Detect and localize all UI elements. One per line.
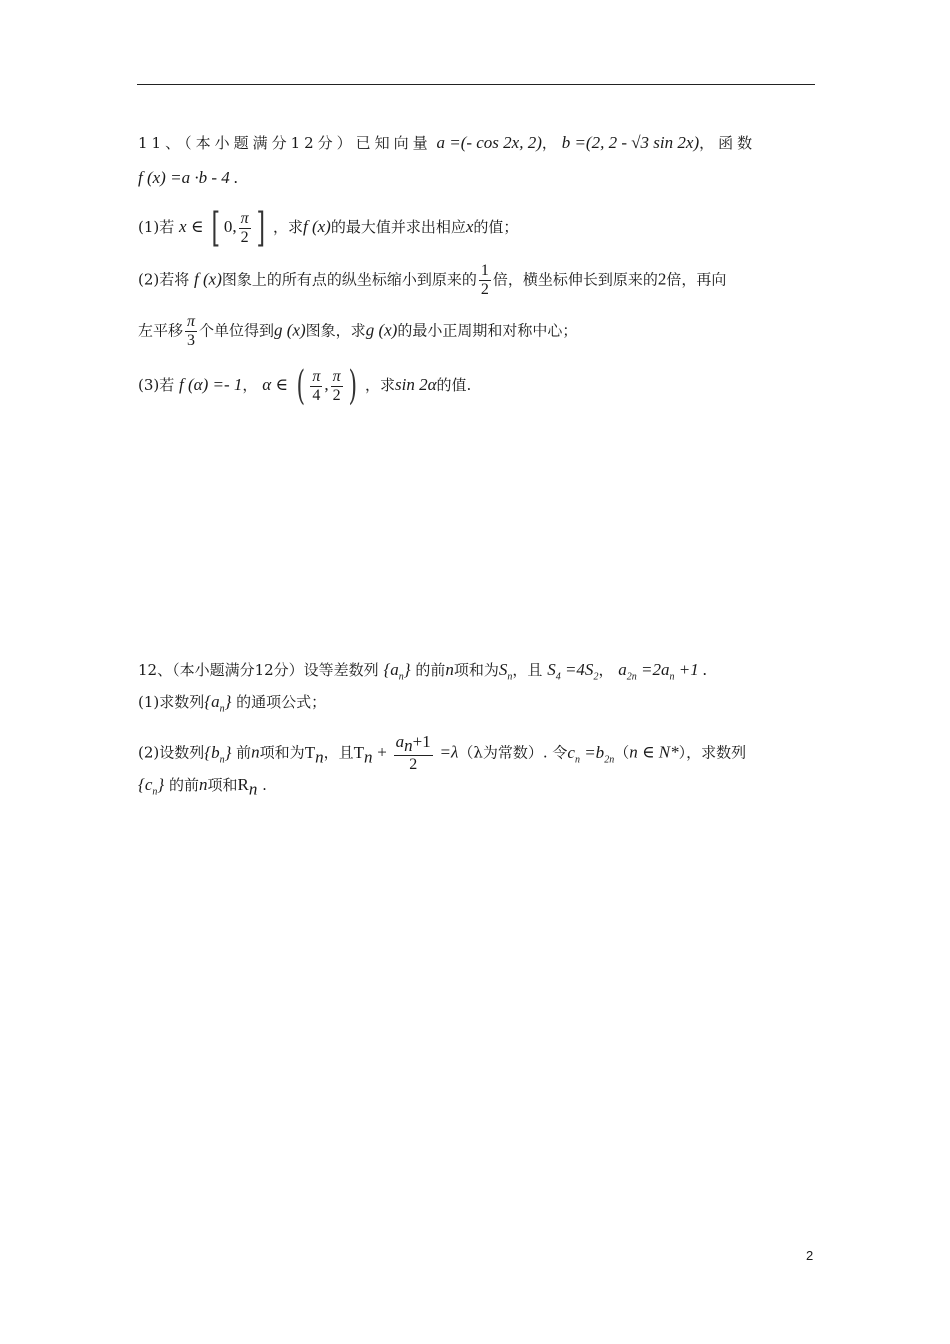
fraction-1-2 (479, 262, 491, 299)
text: ， (598, 661, 614, 679)
text: 的通项公式； (236, 693, 327, 711)
fraction-pi-4 (310, 368, 322, 405)
q12-part2-cont (138, 775, 267, 802)
q11-header: 11、（本小题满分12分）已知向量 (138, 134, 432, 152)
period: . (262, 776, 267, 794)
eq-a2n (618, 660, 708, 683)
part-label: (2)设数列 (138, 743, 205, 762)
subscript: n (315, 746, 324, 766)
part-label: (2)若将 (138, 270, 190, 289)
sin-2alpha: sin 2α (395, 375, 437, 394)
frac-num: π (187, 313, 196, 330)
paren-close: ) (348, 363, 357, 409)
symbol: T (304, 742, 316, 762)
frac-num: π (240, 209, 249, 227)
gx: g (x) (365, 320, 398, 340)
subscript: n (219, 703, 225, 715)
paren: （ (614, 743, 630, 762)
q12-part2 (138, 733, 746, 774)
alpha-in: α ∈ (262, 375, 288, 394)
symbol: c (144, 775, 153, 794)
bracket-open: [ (211, 205, 221, 251)
f-alpha: f (α) =- 1 (179, 375, 243, 394)
symbol: R (237, 775, 249, 794)
text: 倍，横坐标伸长到原来的 (492, 270, 658, 289)
frac-den: 2 (240, 228, 249, 246)
subscript: 2 (593, 671, 599, 683)
seq-c: $\{c_n\}$ (138, 775, 165, 798)
plus: + (377, 742, 387, 762)
frac-num (394, 733, 433, 756)
part-label: (1)求数列 (138, 693, 205, 711)
subscript: n (152, 786, 158, 798)
bracket-close: ] (256, 205, 265, 251)
seq-a: $\{a_n\}$ (204, 692, 232, 715)
q11-part1 (138, 205, 519, 251)
q12-part1 (138, 692, 326, 719)
symbol: a (395, 732, 405, 751)
subscript: n (363, 746, 373, 766)
text: 项和为 (453, 661, 499, 679)
text: 倍，再向 (666, 270, 727, 289)
part-label: (3)若 (138, 376, 175, 394)
seq-a: $\{a_n\}$ (383, 660, 411, 683)
interval-low: 0, (223, 217, 237, 236)
q11-part2 (138, 262, 726, 299)
frac-num: 1 (480, 262, 489, 279)
frac-den: 4 (312, 386, 321, 404)
text: ），求数列 (678, 743, 747, 762)
symbol: a (211, 692, 220, 711)
symbol: S (498, 660, 508, 679)
text: 的前 (415, 661, 446, 679)
subscript: n (219, 753, 225, 765)
n-in-N: n ∈ N* (629, 742, 679, 762)
text: 左平移 (138, 321, 184, 340)
q11-line-2 (138, 168, 238, 188)
symbol: b (211, 742, 220, 762)
number: 2 (657, 269, 667, 289)
function-definition: f (x) =a ·b - 4 . (138, 168, 239, 187)
frac-den: 3 (187, 332, 196, 349)
eq-c (567, 742, 615, 765)
symbol: S (547, 660, 556, 679)
text: ，且 (323, 743, 354, 762)
var-x: x (465, 217, 474, 236)
var-n: n (251, 742, 260, 762)
text: 的最大值并求出相应 (330, 218, 466, 236)
text: 图象上的所有点的纵坐标缩小到原来的 (221, 270, 477, 289)
separator: ， (541, 134, 557, 152)
text: 的最小正周期和对称中心； (397, 321, 578, 340)
text: （λ为常数）. 令 (458, 743, 568, 762)
fraction-pi-3 (185, 313, 197, 350)
subscript: n (398, 671, 404, 683)
q11-tail: ，函数 (699, 134, 757, 152)
q12-header: 12、（本小题满分12分）设等差数列 (138, 661, 379, 679)
var-x: x ∈ (179, 217, 204, 236)
subscript: 4 (555, 671, 561, 683)
text: 图象，求 (305, 321, 366, 340)
q11-part2-cont (138, 313, 577, 350)
text: 项和为 (259, 743, 305, 762)
lambda: =λ (439, 742, 459, 762)
expr: +1 . (678, 660, 708, 679)
seq-b: $\{b_n\}$ (204, 742, 232, 765)
fx: f (x) (194, 269, 222, 289)
sum-s (498, 660, 513, 683)
frac-num: π (312, 367, 321, 385)
frac-den: 2 (480, 281, 489, 298)
gx: g (x) (274, 320, 306, 340)
header-rule (137, 84, 815, 85)
q12-line-1 (138, 660, 707, 687)
text: 的值. (436, 376, 472, 394)
q11-line-1 (138, 133, 756, 153)
subscript: n (669, 671, 675, 683)
expr: +1 (412, 732, 431, 751)
fraction-pi-2 (331, 368, 343, 405)
frac-den: 2 (409, 756, 418, 774)
paren-open: ( (296, 363, 305, 409)
frac-den: 2 (332, 386, 341, 404)
eq-s4 (547, 660, 599, 683)
subscript: n (574, 753, 580, 765)
sum-r (237, 775, 258, 799)
vector-a: a =(- cos 2x, 2) (436, 133, 542, 152)
text: ，求 (272, 218, 303, 236)
text: 个单位得到 (199, 321, 275, 340)
separator: ， (242, 376, 258, 394)
vector-b: b =(2, 2 - √3 sin 2x) (561, 133, 700, 152)
text: 的前 (168, 776, 199, 794)
symbol: c (567, 742, 575, 762)
text: 的值； (473, 218, 519, 236)
symbol: T (353, 742, 364, 762)
fx: f (x) (302, 217, 331, 236)
subscript: n (248, 779, 258, 799)
expr: =b (584, 742, 605, 762)
subscript: 2n (604, 753, 615, 765)
part-label: (1)若 (138, 218, 175, 236)
frac-num: π (332, 367, 341, 385)
text: ，求 (365, 376, 396, 394)
fraction-an-plus-1 (394, 733, 433, 774)
expr: =4S (564, 660, 594, 679)
text: 前 (236, 743, 252, 762)
q11-part3 (138, 363, 472, 409)
fraction-pi-2 (239, 210, 251, 247)
var-n: n (198, 775, 208, 794)
expr: =2a (640, 660, 670, 679)
sum-t (304, 742, 324, 766)
var-n: n (445, 660, 454, 679)
text: 项和 (207, 776, 238, 794)
text: ，且 (512, 661, 543, 679)
subscript: 2n (626, 671, 637, 683)
page-number: 2 (806, 1248, 814, 1263)
symbol: a (618, 660, 627, 679)
symbol: a (390, 660, 399, 679)
comma: , (324, 375, 329, 394)
sum-t (353, 742, 373, 766)
subscript: n (507, 671, 513, 683)
subscript: n (404, 736, 413, 756)
